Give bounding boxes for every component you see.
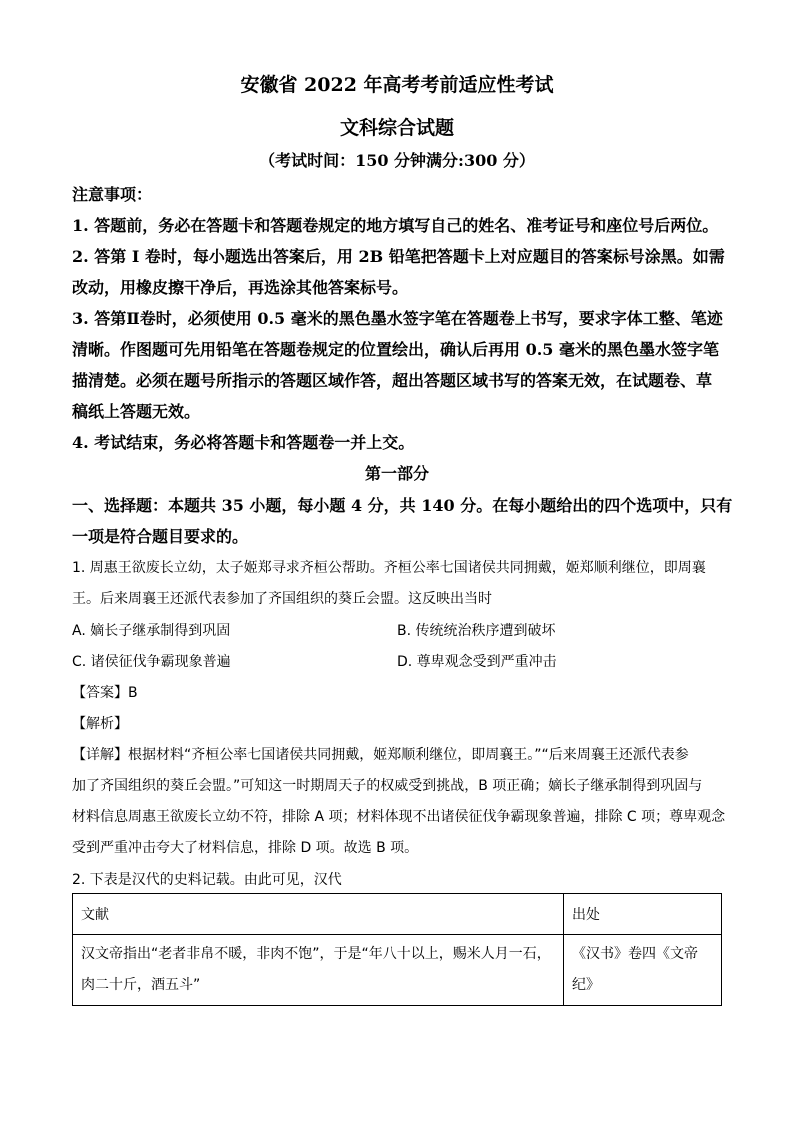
question1-stem: 王。后来周襄王还派代表参加了齐国组织的葵丘会盟。这反映出当时 — [72, 591, 492, 607]
option-b: B. 传统统治秩序遭到破坏 — [397, 623, 556, 639]
section-instruction: 一、选择题：本题共 35 小题，每小题 4 分，共 140 分。在每小题给出的四个选项中，只有 — [72, 496, 733, 515]
analysis-line: 加了齐国组织的葵丘会盟。”可知这一时期周天子的权威受到挑战，B 项正确；嫡长子继承制得到巩固与 — [72, 778, 703, 794]
part-heading: 第一部分 — [364, 464, 429, 483]
exam-info: （考试时间：150 分钟满分:300 分） — [259, 151, 535, 170]
note-line: 1. 答题前，务必在答题卡和答题卷规定的地方填写自己的姓名、准考证号和座位号后两位。 — [72, 216, 719, 235]
option-a: A. 嫡长子继承制得到巩固 — [72, 623, 231, 639]
analysis-line: 【详解】根据材料“齐桓公率七国诸侯共同拥戴，姬郑顺利继位，即周襄王。”“后来周襄王还派代表参 — [72, 747, 689, 763]
analysis-line: 受到严重冲击夸大了材料信息，排除 D 项。故选 B 项。 — [72, 840, 419, 856]
question2-stem: 2. 下表是汉代的史料记载。由此可见，汉代 — [72, 872, 342, 888]
note-line: 2. 答第 I 卷时，每小题选出答案后，用 2B 铅笔把答题卡上对应题目的答案标号涂黑。如需 — [72, 247, 725, 266]
note-line: 稿纸上答题无效。 — [72, 402, 201, 421]
notes-heading: 注意事项： — [72, 185, 153, 204]
table-header-row — [73, 894, 722, 935]
option-c: C. 诸侯征伐争霸现象普遍 — [72, 654, 231, 670]
analysis-heading: 【解析】 — [72, 716, 128, 732]
table-header-cell: 出处 — [564, 894, 722, 935]
section-instruction: 一项是符合题目要求的。 — [72, 527, 249, 546]
note-line: 清晰。作图题可先用铅笔在答题卷规定的位置绘出，确认后再用 0.5 毫米的黑色墨水签字笔 — [72, 340, 719, 359]
table-row — [73, 935, 722, 1006]
exam-subtitle: 文科综合试题 — [339, 117, 454, 139]
analysis-line: 材料信息周惠王欲废长立幼不符，排除 A 项；材料体现不出诸侯征伐争霸现象普遍，排除 C 项；尊卑观念 — [72, 809, 726, 825]
option-d: D. 尊卑观念受到严重冲击 — [397, 654, 557, 670]
source-table — [72, 893, 722, 1006]
answer-label: 【答案】B — [72, 685, 138, 701]
question1-stem: 1. 周惠王欲废长立幼，太子姬郑寻求齐桓公帮助。齐桓公率七国诸侯共同拥戴，姬郑顺利继位，即周襄 — [72, 560, 706, 576]
exam-title: 安徽省 2022 年高考考前适应性考试 — [240, 74, 554, 96]
note-line: 3. 答第Ⅱ卷时，必须使用 0.5 毫米的黑色墨水签字笔在答题卷上书写，要求字体工整、笔迹 — [72, 309, 723, 328]
note-line: 改动，用橡皮擦干净后，再选涂其他答案标号。 — [72, 278, 409, 297]
table-cell-text: 汉文帝指出“老者非帛不暖，非肉不饱”，于是“年八十以上，赐米人月一石，肉二十斤，酒五斗” — [73, 935, 564, 1006]
table-header-cell: 文献 — [73, 894, 564, 935]
table-cell-source: 《汉书》卷四《文帝纪》 — [564, 935, 722, 1006]
note-line: 4. 考试结束，务必将答题卡和答题卷一并上交。 — [72, 433, 415, 452]
note-line: 描清楚。必须在题号所指示的答题区域作答，超出答题区域书写的答案无效，在试题卷、草 — [72, 371, 713, 390]
